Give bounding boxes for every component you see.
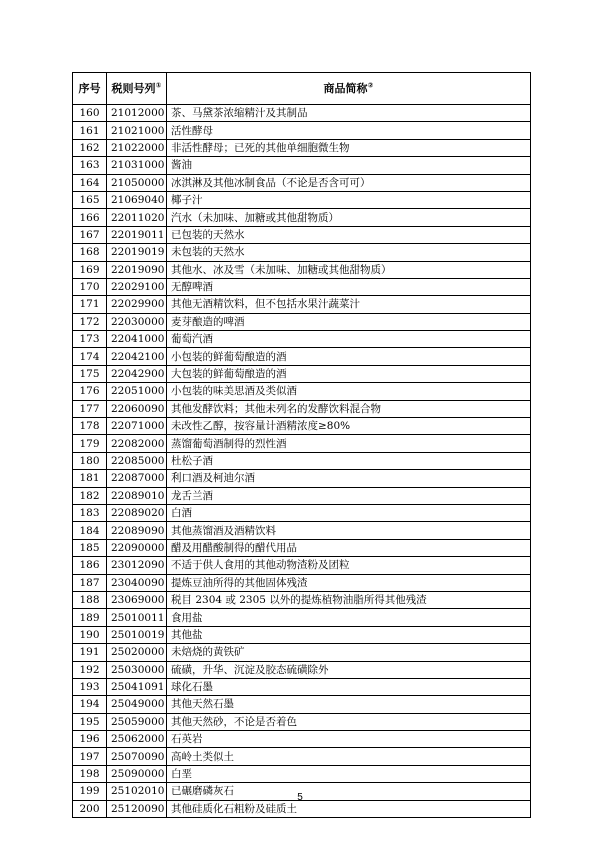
tariff-table <box>72 72 531 818</box>
row-tariff-code: 25010011 <box>107 609 167 626</box>
row-index: 168 <box>73 244 107 261</box>
table-row <box>73 470 531 487</box>
row-index: 161 <box>73 122 107 139</box>
row-index: 183 <box>73 504 107 521</box>
row-tariff-code: 22082000 <box>107 435 167 452</box>
row-tariff-code: 22071000 <box>107 418 167 435</box>
row-commodity-name: 其他天然砂，不论是否着色 <box>167 713 531 730</box>
row-index: 194 <box>73 696 107 713</box>
table-row <box>73 504 531 521</box>
row-tariff-code: 23069000 <box>107 591 167 608</box>
row-commodity-name: 其他发酵饮料；其他未列名的发酵饮料混合物 <box>167 400 531 417</box>
row-index: 176 <box>73 383 107 400</box>
row-index: 189 <box>73 609 107 626</box>
table-row <box>73 661 531 678</box>
table-row <box>73 191 531 208</box>
row-commodity-name: 税目 2304 或 2305 以外的提炼植物油脂所得其他残渣 <box>167 591 531 608</box>
footnote-mark-code: ① <box>155 80 162 89</box>
row-commodity-name: 其他硅质化石粗粉及硅质土 <box>167 800 531 817</box>
table-row <box>73 626 531 643</box>
row-index: 170 <box>73 278 107 295</box>
row-index: 180 <box>73 452 107 469</box>
row-commodity-name: 小包装的鲜葡萄酿造的酒 <box>167 348 531 365</box>
row-commodity-name: 杜松子酒 <box>167 452 531 469</box>
table-row <box>73 122 531 139</box>
row-index: 193 <box>73 678 107 695</box>
row-tariff-code: 25120090 <box>107 800 167 817</box>
row-commodity-name: 麦芽酿造的啤酒 <box>167 313 531 330</box>
row-index: 199 <box>73 783 107 800</box>
row-tariff-code: 25020000 <box>107 644 167 661</box>
row-commodity-name: 其他蒸馏酒及酒精饮料 <box>167 522 531 539</box>
row-tariff-code: 22051000 <box>107 383 167 400</box>
row-tariff-code: 22060090 <box>107 400 167 417</box>
row-tariff-code: 21021000 <box>107 122 167 139</box>
row-commodity-name: 椰子汁 <box>167 191 531 208</box>
row-commodity-name: 未包装的天然水 <box>167 244 531 261</box>
row-commodity-name: 其他水、冰及雪（未加味、加糖或其他甜物质） <box>167 261 531 278</box>
row-commodity-name: 白垩 <box>167 765 531 782</box>
header-code: 税则号列① <box>107 73 167 105</box>
row-index: 179 <box>73 435 107 452</box>
row-index: 174 <box>73 348 107 365</box>
row-index: 185 <box>73 539 107 556</box>
row-index: 196 <box>73 731 107 748</box>
table-row <box>73 348 531 365</box>
header-index: 序号 <box>73 73 107 105</box>
row-tariff-code: 22089020 <box>107 504 167 521</box>
row-index: 190 <box>73 626 107 643</box>
table-row <box>73 418 531 435</box>
row-commodity-name: 已碾磨磷灰石 <box>167 783 531 800</box>
table-row <box>73 696 531 713</box>
row-index: 182 <box>73 487 107 504</box>
row-index: 184 <box>73 522 107 539</box>
row-commodity-name: 不适于供人食用的其他动物渣粉及团粒 <box>167 557 531 574</box>
row-tariff-code: 22089010 <box>107 487 167 504</box>
row-index: 162 <box>73 139 107 156</box>
row-commodity-name: 大包装的鲜葡萄酿造的酒 <box>167 365 531 382</box>
row-tariff-code: 22019011 <box>107 226 167 243</box>
table-row <box>73 748 531 765</box>
row-index: 197 <box>73 748 107 765</box>
table-row <box>73 383 531 400</box>
row-index: 200 <box>73 800 107 817</box>
row-commodity-name: 蒸馏葡萄酒制得的烈性酒 <box>167 435 531 452</box>
row-commodity-name: 硫磺，升华、沉淀及胶态硫磺除外 <box>167 661 531 678</box>
row-tariff-code: 22042100 <box>107 348 167 365</box>
row-commodity-name: 白酒 <box>167 504 531 521</box>
row-tariff-code: 22089090 <box>107 522 167 539</box>
row-tariff-code: 22019090 <box>107 261 167 278</box>
row-tariff-code: 25030000 <box>107 661 167 678</box>
row-index: 163 <box>73 157 107 174</box>
table-row <box>73 261 531 278</box>
footnote-mark-name: ② <box>367 80 374 89</box>
row-tariff-code: 22011020 <box>107 209 167 226</box>
table-row <box>73 522 531 539</box>
table-row <box>73 331 531 348</box>
row-tariff-code: 21050000 <box>107 174 167 191</box>
row-index: 191 <box>73 644 107 661</box>
row-commodity-name: 龙舌兰酒 <box>167 487 531 504</box>
row-tariff-code: 25062000 <box>107 731 167 748</box>
row-index: 178 <box>73 418 107 435</box>
header-name: 商品简称② <box>167 73 531 105</box>
row-index: 164 <box>73 174 107 191</box>
row-commodity-name: 其他天然石墨 <box>167 696 531 713</box>
table-row <box>73 574 531 591</box>
row-commodity-name: 无醇啤酒 <box>167 278 531 295</box>
row-tariff-code: 22029100 <box>107 278 167 295</box>
row-tariff-code: 22085000 <box>107 452 167 469</box>
row-tariff-code: 21022000 <box>107 139 167 156</box>
row-commodity-name: 球化石墨 <box>167 678 531 695</box>
page-number: 5 <box>297 792 303 803</box>
table-row <box>73 539 531 556</box>
row-tariff-code: 22019019 <box>107 244 167 261</box>
table-row <box>73 452 531 469</box>
table-row <box>73 435 531 452</box>
row-tariff-code: 22042900 <box>107 365 167 382</box>
table-header <box>73 73 531 105</box>
row-commodity-name: 非活性酵母；已死的其他单细胞微生物 <box>167 139 531 156</box>
row-tariff-code: 22029900 <box>107 296 167 313</box>
row-commodity-name: 提炼豆油所得的其他固体残渣 <box>167 574 531 591</box>
row-index: 198 <box>73 765 107 782</box>
table-row <box>73 591 531 608</box>
row-commodity-name: 未焙烧的黄铁矿 <box>167 644 531 661</box>
table-row <box>73 296 531 313</box>
row-commodity-name: 醋及用醋酸制得的醋代用品 <box>167 539 531 556</box>
table-row <box>73 278 531 295</box>
table-row <box>73 557 531 574</box>
row-index: 195 <box>73 713 107 730</box>
header-row <box>73 73 531 105</box>
row-index: 166 <box>73 209 107 226</box>
row-tariff-code: 22087000 <box>107 470 167 487</box>
table-row <box>73 157 531 174</box>
row-commodity-name: 汽水（未加味、加糖或其他甜物质） <box>167 209 531 226</box>
row-index: 160 <box>73 105 107 122</box>
row-commodity-name: 未改性乙醇，按容量计酒精浓度≥80% <box>167 418 531 435</box>
table-row <box>73 678 531 695</box>
table-row <box>73 174 531 191</box>
row-commodity-name: 葡萄汽酒 <box>167 331 531 348</box>
row-index: 175 <box>73 365 107 382</box>
row-index: 171 <box>73 296 107 313</box>
table-row <box>73 713 531 730</box>
row-index: 173 <box>73 331 107 348</box>
row-tariff-code: 23012090 <box>107 557 167 574</box>
row-tariff-code: 25102010 <box>107 783 167 800</box>
row-index: 192 <box>73 661 107 678</box>
row-commodity-name: 高岭土类似土 <box>167 748 531 765</box>
row-commodity-name: 利口酒及柯迪尔酒 <box>167 470 531 487</box>
table-row <box>73 765 531 782</box>
row-commodity-name: 冰淇淋及其他冰制食品（不论是否含可可） <box>167 174 531 191</box>
row-tariff-code: 25090000 <box>107 765 167 782</box>
row-index: 167 <box>73 226 107 243</box>
row-index: 187 <box>73 574 107 591</box>
row-commodity-name: 其他无酒精饮料，但不包括水果汁蔬菜汁 <box>167 296 531 313</box>
row-index: 165 <box>73 191 107 208</box>
row-index: 172 <box>73 313 107 330</box>
table-row <box>73 644 531 661</box>
table-row <box>73 244 531 261</box>
table-row <box>73 400 531 417</box>
table-row <box>73 105 531 122</box>
row-index: 181 <box>73 470 107 487</box>
row-index: 177 <box>73 400 107 417</box>
row-tariff-code: 25059000 <box>107 713 167 730</box>
row-commodity-name: 食用盐 <box>167 609 531 626</box>
row-tariff-code: 25070090 <box>107 748 167 765</box>
row-commodity-name: 石英岩 <box>167 731 531 748</box>
row-index: 186 <box>73 557 107 574</box>
row-index: 188 <box>73 591 107 608</box>
row-tariff-code: 21031000 <box>107 157 167 174</box>
row-tariff-code: 21012000 <box>107 105 167 122</box>
row-tariff-code: 22030000 <box>107 313 167 330</box>
table-body <box>73 105 531 818</box>
table-row <box>73 487 531 504</box>
row-tariff-code: 21069040 <box>107 191 167 208</box>
row-tariff-code: 23040090 <box>107 574 167 591</box>
row-commodity-name: 酱油 <box>167 157 531 174</box>
row-commodity-name: 其他盐 <box>167 626 531 643</box>
row-commodity-name: 已包装的天然水 <box>167 226 531 243</box>
table-row <box>73 139 531 156</box>
row-commodity-name: 活性酵母 <box>167 122 531 139</box>
table-row <box>73 609 531 626</box>
table-row <box>73 226 531 243</box>
row-commodity-name: 茶、马黛茶浓缩精汁及其制品 <box>167 105 531 122</box>
table-row <box>73 313 531 330</box>
row-tariff-code: 25049000 <box>107 696 167 713</box>
table-row <box>73 731 531 748</box>
table-row <box>73 209 531 226</box>
row-tariff-code: 22090000 <box>107 539 167 556</box>
row-tariff-code: 22041000 <box>107 331 167 348</box>
row-commodity-name: 小包装的味美思酒及类似酒 <box>167 383 531 400</box>
row-tariff-code: 25041091 <box>107 678 167 695</box>
row-index: 169 <box>73 261 107 278</box>
row-tariff-code: 25010019 <box>107 626 167 643</box>
table-row <box>73 365 531 382</box>
